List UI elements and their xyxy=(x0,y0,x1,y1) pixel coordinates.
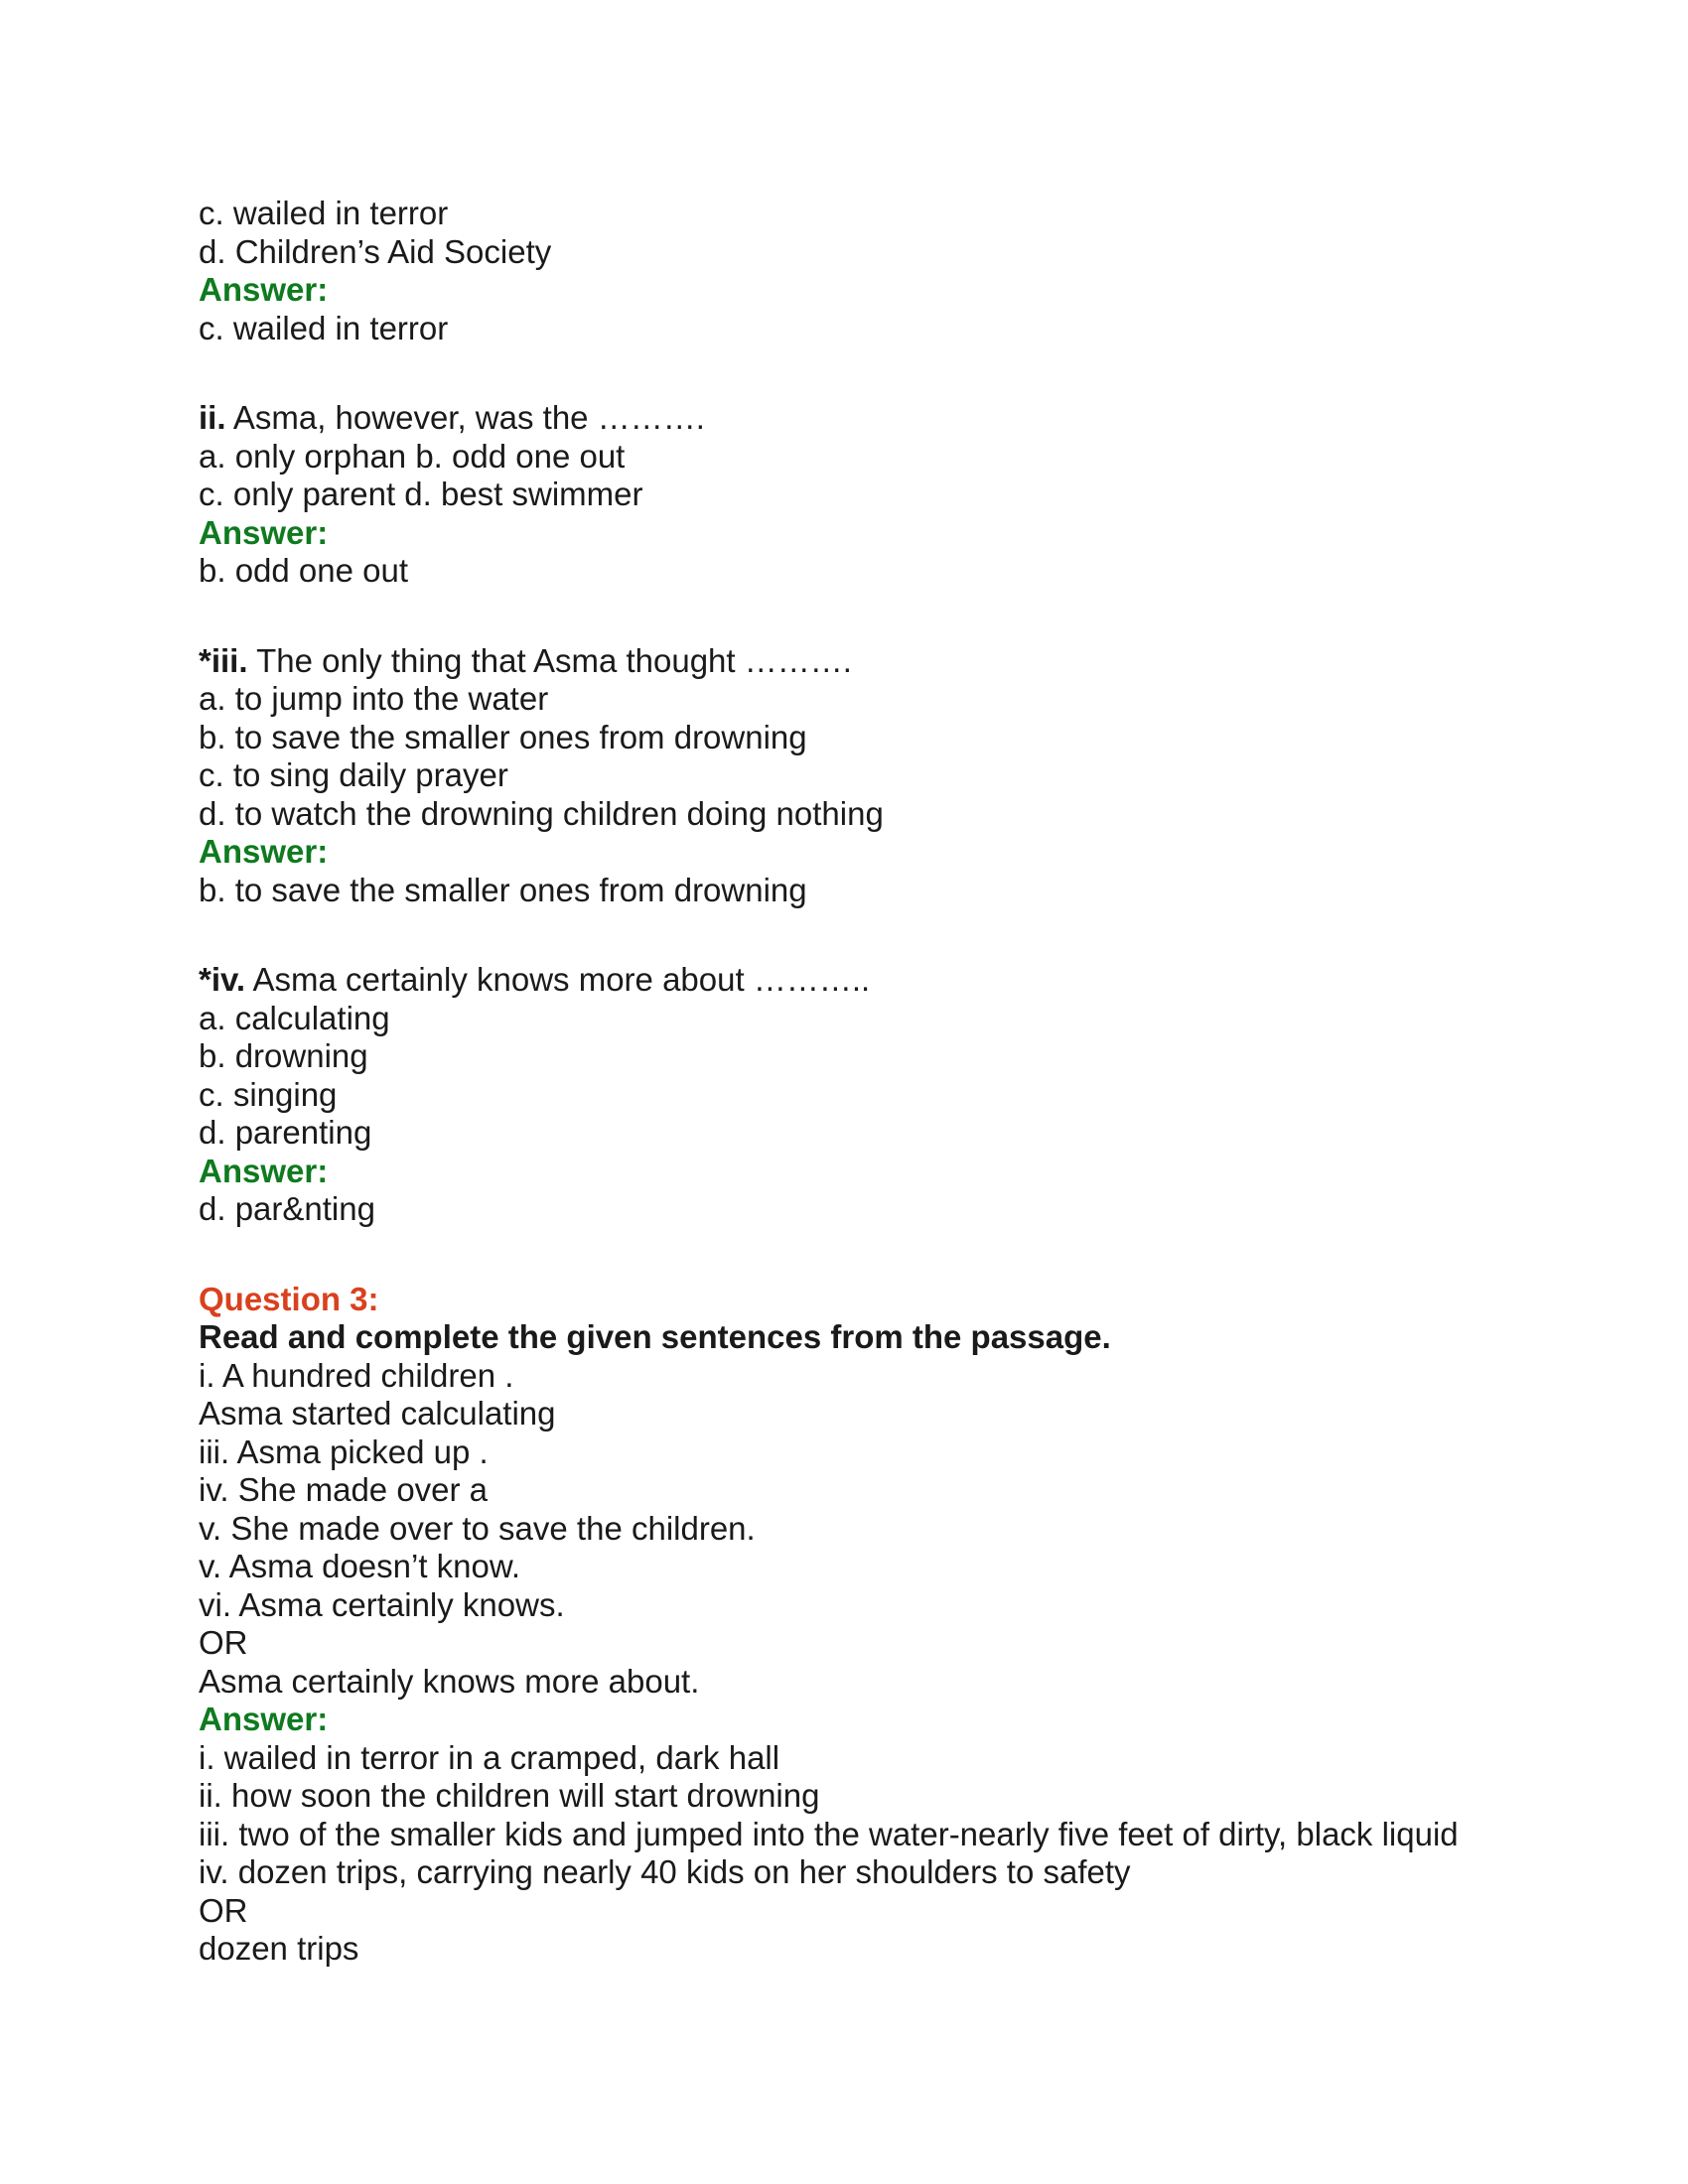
answer-text: c. wailed in terror xyxy=(199,309,449,346)
option-c: c. singing xyxy=(199,1075,338,1113)
mcq-block-3 xyxy=(199,642,1589,910)
options-cd: c. only parent d. best swimmer xyxy=(199,476,643,512)
option-c: c. wailed in terror xyxy=(199,195,449,231)
option-b: b. to save the smaller ones from drowning xyxy=(199,718,807,755)
answer-label: Answer: xyxy=(199,833,329,870)
sentence-item: Asma certainly knows more about. xyxy=(199,1662,700,1700)
question-number: *iv. xyxy=(199,961,246,998)
question-number: ii. xyxy=(199,399,226,436)
answer-item: iii. two of the smaller kids and jumped into the water-nearly five feet of dirty, black liquid xyxy=(199,1815,1459,1852)
answer-item: ii. how soon the children will start drowning xyxy=(199,1777,820,1814)
sentence-item: iii. Asma picked up . xyxy=(199,1433,489,1470)
answer-item: OR xyxy=(199,1891,248,1929)
option-d: d. Children’s Aid Society xyxy=(199,232,552,270)
options-ab: a. only orphan b. odd one out xyxy=(199,437,626,475)
sentence-item: iv. She made over a xyxy=(199,1471,489,1508)
question-stem xyxy=(199,399,1589,438)
mcq-block-2 xyxy=(199,399,1589,591)
question-stem xyxy=(199,642,1589,681)
answer-item: iv. dozen trips, carrying nearly 40 kids on her shoulders to safety xyxy=(199,1853,1131,1890)
mcq-block-1 xyxy=(199,195,1589,347)
sentence-item: v. She made over to save the children. xyxy=(199,1509,756,1547)
option-a: a. to jump into the water xyxy=(199,680,549,717)
sentence-item: Asma started calculating xyxy=(199,1395,556,1432)
sentence-item: vi. Asma certainly knows. xyxy=(199,1585,565,1623)
sentence-item: OR xyxy=(199,1624,248,1661)
question-heading: Question 3: xyxy=(199,1280,379,1317)
option-b: b. drowning xyxy=(199,1037,368,1074)
question-3-section xyxy=(199,1281,1589,1969)
sentence-item: v. Asma doesn’t know. xyxy=(199,1548,521,1584)
option-d: d. to watch the drowning children doing nothing xyxy=(199,794,884,832)
answer-text: d. par&nting xyxy=(199,1190,375,1227)
document-page xyxy=(199,195,1589,1969)
question-text: Asma certainly knows more about ……….. xyxy=(245,961,871,998)
question-stem xyxy=(199,961,1589,1000)
option-d: d. parenting xyxy=(199,1114,372,1151)
answer-item: dozen trips xyxy=(199,1930,359,1967)
question-text: The only thing that Asma thought ………. xyxy=(247,641,852,679)
option-c: c. to sing daily prayer xyxy=(199,756,508,793)
answer-text: b. odd one out xyxy=(199,552,409,589)
answer-text: b. to save the smaller ones from drowning xyxy=(199,871,807,908)
answer-label: Answer: xyxy=(199,1701,329,1737)
option-a: a. calculating xyxy=(199,999,390,1036)
answer-label: Answer: xyxy=(199,271,329,308)
mcq-block-4 xyxy=(199,961,1589,1229)
answer-item: i. wailed in terror in a cramped, dark hall xyxy=(199,1738,780,1776)
question-number: *iii. xyxy=(199,641,248,679)
answer-label: Answer: xyxy=(199,513,329,551)
answer-label: Answer: xyxy=(199,1152,329,1189)
sentence-item: i. A hundred children . xyxy=(199,1356,514,1394)
question-instruction: Read and complete the given sentences from the passage. xyxy=(199,1318,1111,1355)
question-text: Asma, however, was the ………. xyxy=(225,399,705,436)
